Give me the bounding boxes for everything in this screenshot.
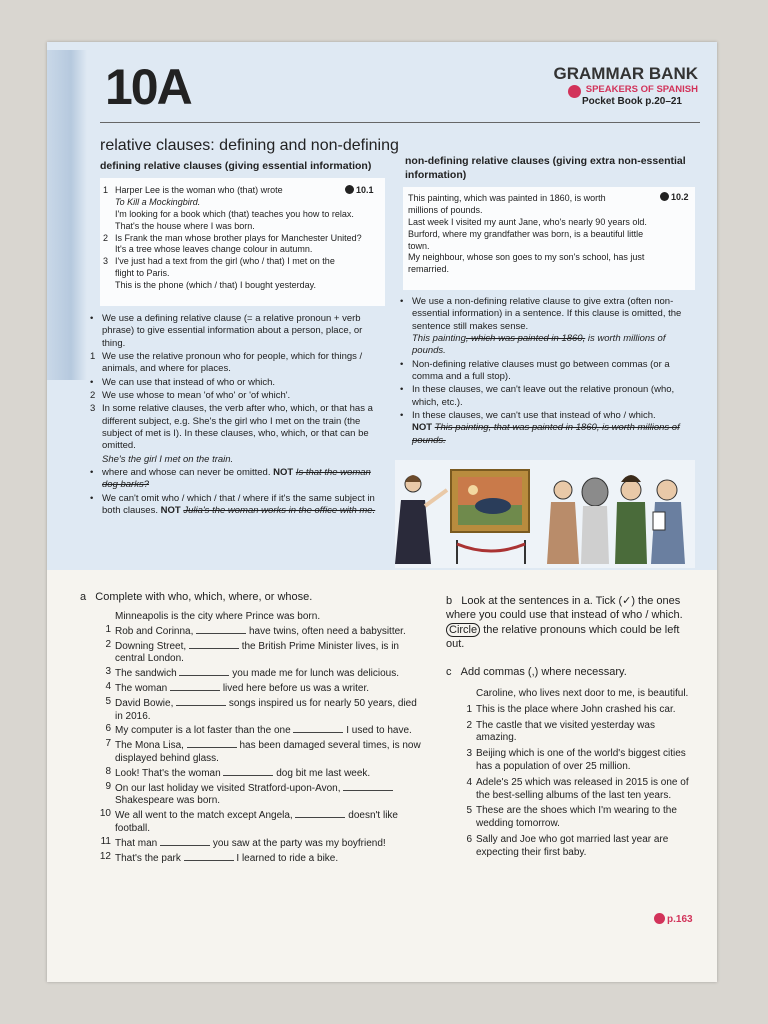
unit-number: 10A: [105, 59, 191, 115]
answer-blank[interactable]: [179, 666, 229, 676]
exercise-a-item: 9 On our last holiday we visited Stratford-upon-Avon, Shakespeare was born.: [95, 781, 425, 809]
exercise-c-example: Caroline, who lives next door to me, is beautiful.: [476, 688, 689, 699]
rule-row: • In these clauses, we can't use that instead of who / which. NOT This painting, that was painted in 1860, is worth millions of pounds.: [400, 410, 680, 446]
answer-blank[interactable]: [176, 696, 226, 706]
answer-blank[interactable]: [160, 836, 210, 846]
grammar-bank-title: GRAMMAR BANK: [553, 64, 698, 83]
speakers-subtitle: SPEAKERS OF SPANISH: [585, 84, 698, 95]
rule-row: • We can use that instead of who or which.: [90, 376, 276, 388]
arrow-left-icon: [654, 913, 665, 924]
illustration-bg: [395, 460, 695, 568]
exercise-c-list: [456, 688, 692, 860]
exercise-c-item: 5 These are the shoes which I'm wearing to the wedding tomorrow.: [466, 805, 677, 830]
rule-row: • We use a non-defining relative clause to give extra (often non-essential information) in a sentence. If this clause is omitted, the sentence still makes sense. This painting, which was painted in 1860, is worth millions of pounds.: [400, 296, 682, 357]
answer-blank[interactable]: [196, 624, 246, 634]
exercise-a-item: 5 David Bowie, songs inspired us for nearly 50 years, died in 2016.: [105, 695, 417, 722]
answer-blank[interactable]: [187, 738, 237, 748]
exercise-b-instruction: b Look at the sentences in a. Tick (✓) the ones where you could use that instead of who / which. Circle the relative pronouns which could be left out.: [446, 595, 683, 650]
example-group-2: 2 Is Frank the man whose brother plays for Manchester United? It's a tree whose leaves change colour in autumn.: [103, 232, 362, 255]
example-group-1: 1 Harper Lee is the woman who (that) wrote To Kill a Mockingbird. I'm looking for a book which (that) teaches you how to relax. That's the house where I was born.: [103, 185, 354, 231]
exercise-c-item: 4 Adele's 25 which was released in 2015 is one of the best-selling albums of the last ten years.: [466, 776, 689, 801]
defining-examples: [103, 185, 362, 292]
exercise-a-item: 12 That's the park I learned to ride a bike.: [99, 850, 339, 864]
exercise-a-item: 7 The Mona Lisa, has been damaged several times, is now displayed behind glass.: [105, 738, 421, 764]
rule-row: 3 In some relative clauses, the verb after who, which, or that has a different subject, e.g. She's the girl who I met on the train (the subject of met is I). In these clauses, who, which, or that can be omitted.: [90, 403, 373, 452]
example-group-3: 3 I've just had a text from the girl (who / that) I met on the flight to Paris. This is the phone (which / that) I bought yesterday.: [103, 256, 335, 290]
rule-row: • where and whose can never be omitted. NOT Is that the woman dog barks?: [90, 467, 371, 491]
exercise-a-item: 6 My computer is a lot faster than the one I used to have.: [105, 723, 412, 737]
rule-row: • Non-defining relative clauses must go between commas (or a comma and a full stop).: [400, 358, 670, 383]
section-title: relative clauses: defining and non-defining: [100, 137, 399, 154]
exercise-c-item: 6 Sally and Joe who got married last year are expecting their first baby.: [466, 833, 669, 858]
non-defining-rules: [400, 296, 695, 448]
rule-row: • We can't omit who / which / that / where if it's the same subject in both clauses. NOT Julia's the woman works in the office with me.: [90, 492, 376, 517]
rule-row: 1 We use the relative pronoun who for people, which for things / animals, and where for places.: [90, 351, 363, 375]
audio-10-2[interactable]: 10.2: [660, 192, 689, 202]
defining-heading: defining relative clauses (giving essential information): [100, 160, 372, 172]
painting: [451, 470, 529, 532]
exercise-a-item: 8 Look! That's the woman dog bit me last week.: [105, 765, 371, 779]
exercise-c-item: 1 This is the place where John crashed his car.: [466, 703, 676, 715]
rule-row: • In these clauses, we can't leave out the relative pronoun (who, which, etc.).: [400, 384, 675, 408]
answer-blank[interactable]: [189, 639, 239, 649]
exercise-a-item: 10 We all went to the match except Angela, doesn't like football.: [99, 808, 398, 834]
answer-blank[interactable]: [223, 766, 273, 776]
exercise-a-example: Minneapolis is the city where Prince was born.: [115, 611, 321, 622]
answer-blank[interactable]: [170, 681, 220, 691]
exercise-a-item: 1 Rob and Corinna, have twins, often need a babysitter.: [105, 623, 406, 637]
exercise-a-item: 4 The woman lived here before us was a writer.: [105, 680, 369, 694]
defining-rules: [90, 313, 380, 519]
answer-blank[interactable]: [295, 808, 345, 818]
exercise-c-instruction: c Add commas (,) where necessary.: [446, 666, 627, 678]
exercise-a-item: 2 Downing Street, the British Prime Minister lives, is in central London.: [105, 638, 399, 665]
gallery-illustration: [395, 460, 695, 568]
page-edge-tabs: [47, 50, 87, 380]
exercise-a-item: 3 The sandwich you made me for lunch was delicious.: [105, 666, 400, 680]
page-reference[interactable]: p.163: [654, 913, 693, 925]
audio-10-1[interactable]: 10.1: [345, 185, 374, 195]
rule-row: • We use a defining relative clause (= a relative pronoun + verb phrase) to give essential information about a person, place, or thing.: [90, 313, 363, 349]
exercise-c-item: 2 The castle that we visited yesterday was amazing.: [466, 719, 655, 744]
answer-blank[interactable]: [184, 851, 234, 861]
answer-blank[interactable]: [293, 723, 343, 733]
non-defining-examples: This painting, which was painted in 1860, is worth millions of pounds. Last week I visited my aunt Jane, who's nearly 90 years old. Burford, where my grandfather was born, is a beautiful little town. My neighbour, whose son goes to my son's school, has just remarried.: [408, 193, 647, 275]
speakers-icon: [568, 85, 581, 98]
rule-row: 2 We use whose to mean 'of who' or 'of which'.: [90, 390, 291, 402]
pocket-book-ref: Pocket Book p.20–21: [581, 96, 682, 107]
exercise-a-list: [95, 611, 425, 865]
header-divider: [100, 122, 700, 123]
exercise-c-item: 3 Beijing which is one of the world's biggest cities has a population of over 25 million.: [466, 748, 686, 772]
exercise-a-item: 11 That man you saw at the party was my boyfriend!: [100, 835, 386, 849]
non-defining-heading: non-defining relative clauses (giving extra non-essential information): [405, 155, 686, 181]
answer-blank[interactable]: [343, 781, 393, 791]
exercise-a-instruction: a Complete with who, which, where, or whose.: [80, 591, 313, 603]
rule-example: She's the girl I met on the train.: [102, 453, 234, 465]
